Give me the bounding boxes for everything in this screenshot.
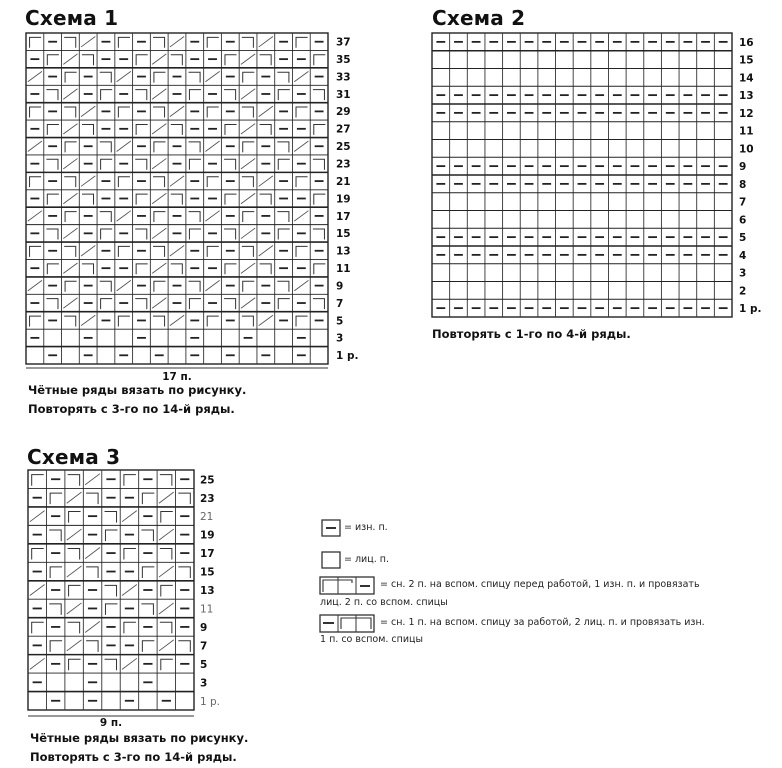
row-label: 1 р. <box>336 350 359 363</box>
row-label: 13 <box>739 90 754 103</box>
row-label: 7 <box>739 196 747 209</box>
row-label: 15 <box>739 54 754 67</box>
row-label: 25 <box>336 141 351 154</box>
row-label: 9 <box>200 621 208 634</box>
scheme2-note-repeat: Повторять с 1-го по 4-й ряды. <box>432 327 631 341</box>
row-label: 23 <box>200 492 215 505</box>
row-label: 31 <box>336 88 351 101</box>
row-label: 37 <box>336 36 351 49</box>
scheme3-stitch-count: 9 п. <box>99 717 123 729</box>
row-label: 13 <box>336 245 351 258</box>
cable-back-symbol-icon <box>320 615 374 632</box>
scheme3-note-repeat: Повторять с 3-го по 14-й ряды. <box>30 750 237 764</box>
row-label: 16 <box>739 36 754 49</box>
row-label: 29 <box>336 106 351 119</box>
row-label: 2 <box>739 285 747 298</box>
row-label: 25 <box>200 474 215 487</box>
row-label: 3 <box>739 267 747 280</box>
row-label: 12 <box>739 107 754 120</box>
scheme1-note-repeat: Повторять с 3-го по 14-й ряды. <box>28 402 235 416</box>
legend-purl-text: = изн. п. <box>344 522 388 533</box>
row-label: 15 <box>336 228 351 241</box>
row-label: 9 <box>739 161 747 174</box>
row-label: 3 <box>336 332 344 345</box>
row-label: 11 <box>336 263 351 276</box>
row-label: 8 <box>739 178 747 191</box>
row-label: 1 р. <box>739 303 762 316</box>
scheme2-title: Схема 2 <box>432 6 526 30</box>
scheme3-title: Схема 3 <box>27 445 121 469</box>
row-label: 13 <box>200 585 215 598</box>
row-label: 9 <box>336 280 344 293</box>
row-label: 7 <box>336 297 344 310</box>
legend-knit-text: = лиц. п. <box>344 554 389 565</box>
row-label: 14 <box>739 72 754 85</box>
legend-cable-back-line2: 1 п. со вспом. спицы <box>320 634 423 645</box>
row-label: 33 <box>336 71 351 84</box>
row-label: 17 <box>200 548 215 561</box>
row-label: 6 <box>739 214 747 227</box>
row-label: 19 <box>336 193 351 206</box>
legend-cable-front-line2: лиц. 2 п. со вспом. спицы <box>320 597 448 608</box>
scheme1-note-even-rows: Чётные ряды вязать по рисунку. <box>28 383 247 397</box>
knit-symbol-icon <box>322 552 340 568</box>
row-label: 27 <box>336 123 351 136</box>
row-label: 35 <box>336 53 351 66</box>
row-label: 4 <box>739 249 747 262</box>
legend-cable-front-line1: = сн. 2 п. на вспом. спицу перед работой, 1 изн. п. и провязать <box>380 579 700 590</box>
row-label: 10 <box>739 143 754 156</box>
scheme1-title: Схема 1 <box>25 6 119 30</box>
purl-symbol-icon <box>322 520 340 536</box>
row-label: 1 р. <box>200 695 221 708</box>
row-label: 19 <box>200 529 215 542</box>
scheme1-stitch-count: 17 п. <box>162 371 192 383</box>
row-label: 5 <box>739 232 747 245</box>
cable-front-symbol-icon <box>320 577 374 594</box>
row-label: 11 <box>200 603 214 616</box>
legend-cable-back-line1: = сн. 1 п. на вспом. спицу за работой, 2 лиц. п. и провязать изн. <box>380 617 705 628</box>
row-label: 23 <box>336 158 351 171</box>
row-label: 7 <box>200 640 208 653</box>
scheme3-note-even-rows: Чётные ряды вязать по рисунку. <box>30 731 249 745</box>
row-label: 5 <box>336 315 344 328</box>
row-label: 15 <box>200 566 215 579</box>
row-label: 17 <box>336 210 351 223</box>
row-label: 21 <box>336 175 351 188</box>
row-label: 21 <box>200 511 214 524</box>
row-label: 5 <box>200 658 208 671</box>
row-label: 3 <box>200 677 208 690</box>
row-label: 11 <box>739 125 754 138</box>
